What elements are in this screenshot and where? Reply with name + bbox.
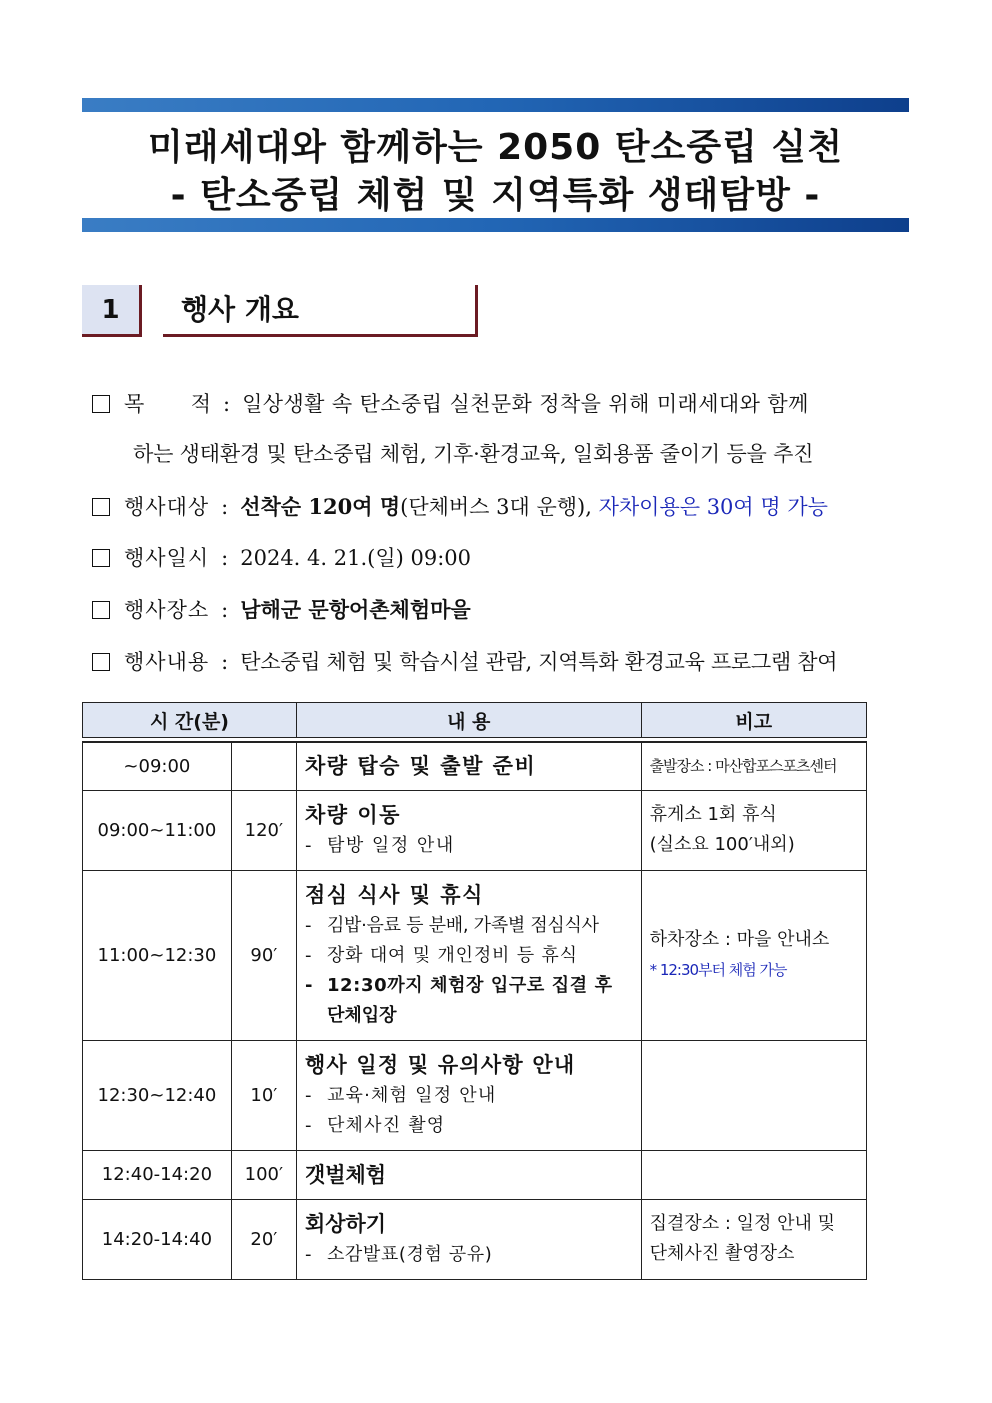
table-row	[83, 1040, 867, 1150]
section-number: 1	[82, 285, 142, 337]
item-text: 탄소중립 체험 및 학습시설 관람, 지역특화 환경교육 프로그램 참여	[240, 650, 838, 674]
content-sub: - 장화 대여 및 개인정비 등 휴식	[304, 945, 578, 966]
content-sub: - 소감발표(경험 공유)	[304, 1244, 493, 1265]
checkbox-icon	[92, 653, 110, 671]
note-line: 휴게소 1회 휴식	[649, 804, 777, 825]
content-title: 갯벌체험	[304, 1162, 387, 1187]
content-sub: - 단체사진 촬영	[304, 1115, 446, 1136]
item-text: (단체버스 3대 운행),	[400, 495, 592, 519]
item-text: 2024. 4. 21.(일) 09:00	[240, 546, 472, 570]
cell-note	[641, 742, 866, 790]
item-label: 적	[190, 392, 211, 416]
cell-content	[296, 1199, 641, 1279]
cell-time: 12:30~12:40	[83, 1040, 232, 1150]
section-title: 행사 개요	[163, 285, 478, 337]
document-subtitle: - 탄소중립 체험 및 지역특화 생태탐방 -	[170, 175, 821, 216]
header-note: 비고	[641, 703, 866, 738]
item-colon: :	[223, 392, 231, 416]
item-text: 일상생활 속 탄소중립 실천문화 정착을 위해 미래세대와 함께	[242, 392, 809, 416]
content-title: 행사 일정 및 유의사항 안내	[304, 1053, 576, 1077]
table-row	[83, 790, 867, 870]
table-row	[83, 1150, 867, 1199]
header-time: 시 간(분)	[83, 703, 297, 738]
checkbox-icon	[92, 498, 110, 516]
cell-content	[296, 870, 641, 1040]
checkbox-icon	[92, 601, 110, 619]
note-line: 하차장소 : 마을 안내소	[649, 929, 830, 950]
cell-note	[641, 790, 866, 870]
item-content	[92, 646, 837, 676]
cell-content	[296, 1150, 641, 1199]
content-sub: 단체입장	[326, 1005, 397, 1026]
note-line: (실소요 100′내외)	[649, 834, 795, 855]
item-label: 행사장소	[124, 598, 210, 622]
note-line: 집결장소 : 일정 안내 및	[649, 1213, 836, 1234]
item-label: 행사내용	[124, 650, 210, 674]
item-place	[92, 594, 471, 624]
content-title: 차량 탑승 및 출발 준비	[304, 754, 537, 779]
note-line: * 12:30부터 체험 가능	[649, 961, 787, 979]
cell-time: 12:40-14:20	[83, 1150, 232, 1199]
item-colon: :	[221, 650, 229, 674]
table-row	[83, 1199, 867, 1279]
item-target	[92, 491, 828, 521]
item-text: 하는 생태환경 및 탄소중립 체험, 기후·환경교육, 일회용품 줄이기 등을 추진	[133, 442, 814, 466]
checkbox-icon	[92, 395, 110, 413]
cell-duration: 10′	[231, 1040, 296, 1150]
cell-time: 09:00~11:00	[83, 790, 232, 870]
cell-content	[296, 1040, 641, 1150]
cell-note	[641, 870, 866, 1040]
cell-duration: 90′	[231, 870, 296, 1040]
item-date	[92, 542, 471, 572]
item-label: 목	[124, 392, 145, 416]
content-title: 차량 이동	[304, 803, 401, 827]
item-label: 행사대상	[124, 495, 210, 519]
note-line: 출발장소 : 마산합포스포츠센터	[649, 757, 837, 776]
cell-content	[296, 742, 641, 790]
cell-time: ~09:00	[83, 742, 232, 790]
cell-duration: 120′	[231, 790, 296, 870]
cell-duration: 20′	[231, 1199, 296, 1279]
checkbox-icon	[92, 549, 110, 567]
content-sub: - 교육·체험 일정 안내	[304, 1085, 497, 1106]
cell-note	[641, 1040, 866, 1150]
item-purpose-cont	[133, 438, 813, 468]
content-title: 점심 식사 및 휴식	[304, 883, 484, 907]
table-row	[83, 742, 867, 790]
item-colon: :	[221, 598, 229, 622]
schedule-table	[82, 702, 867, 1280]
content-sub: - 김밥·음료 등 분배, 가족별 점심식사	[304, 915, 599, 936]
item-text-bold: 선착순 120여 명	[240, 494, 401, 519]
item-colon: :	[221, 495, 229, 519]
table-row	[83, 870, 867, 1040]
cell-note	[641, 1150, 866, 1199]
cell-time: 11:00~12:30	[83, 870, 232, 1040]
item-text-highlight: 자차이용은 30여 명 가능	[598, 495, 828, 519]
cell-time: 14:20-14:40	[83, 1199, 232, 1279]
cell-content	[296, 790, 641, 870]
header-bar-bottom	[82, 218, 909, 232]
document-title: 미래세대와 함께하는 2050 탄소중립 실천	[148, 127, 843, 168]
header-content: 내 용	[296, 703, 641, 738]
cell-note	[641, 1199, 866, 1279]
note-line: 단체사진 촬영장소	[649, 1243, 795, 1264]
item-text: 남해군 문항어촌체험마을	[240, 597, 471, 622]
content-sub: - 12:30까지 체험장 입구로 집결 후	[304, 975, 613, 996]
cell-duration: 100′	[231, 1150, 296, 1199]
header-bar-top	[82, 98, 909, 112]
content-sub: - 탐방 일정 안내	[304, 835, 455, 856]
item-label: 행사일시	[124, 546, 210, 570]
table-header-row	[83, 703, 867, 738]
item-colon: :	[221, 546, 229, 570]
item-purpose	[92, 388, 809, 418]
cell-duration	[231, 742, 296, 790]
content-title: 회상하기	[304, 1212, 387, 1236]
